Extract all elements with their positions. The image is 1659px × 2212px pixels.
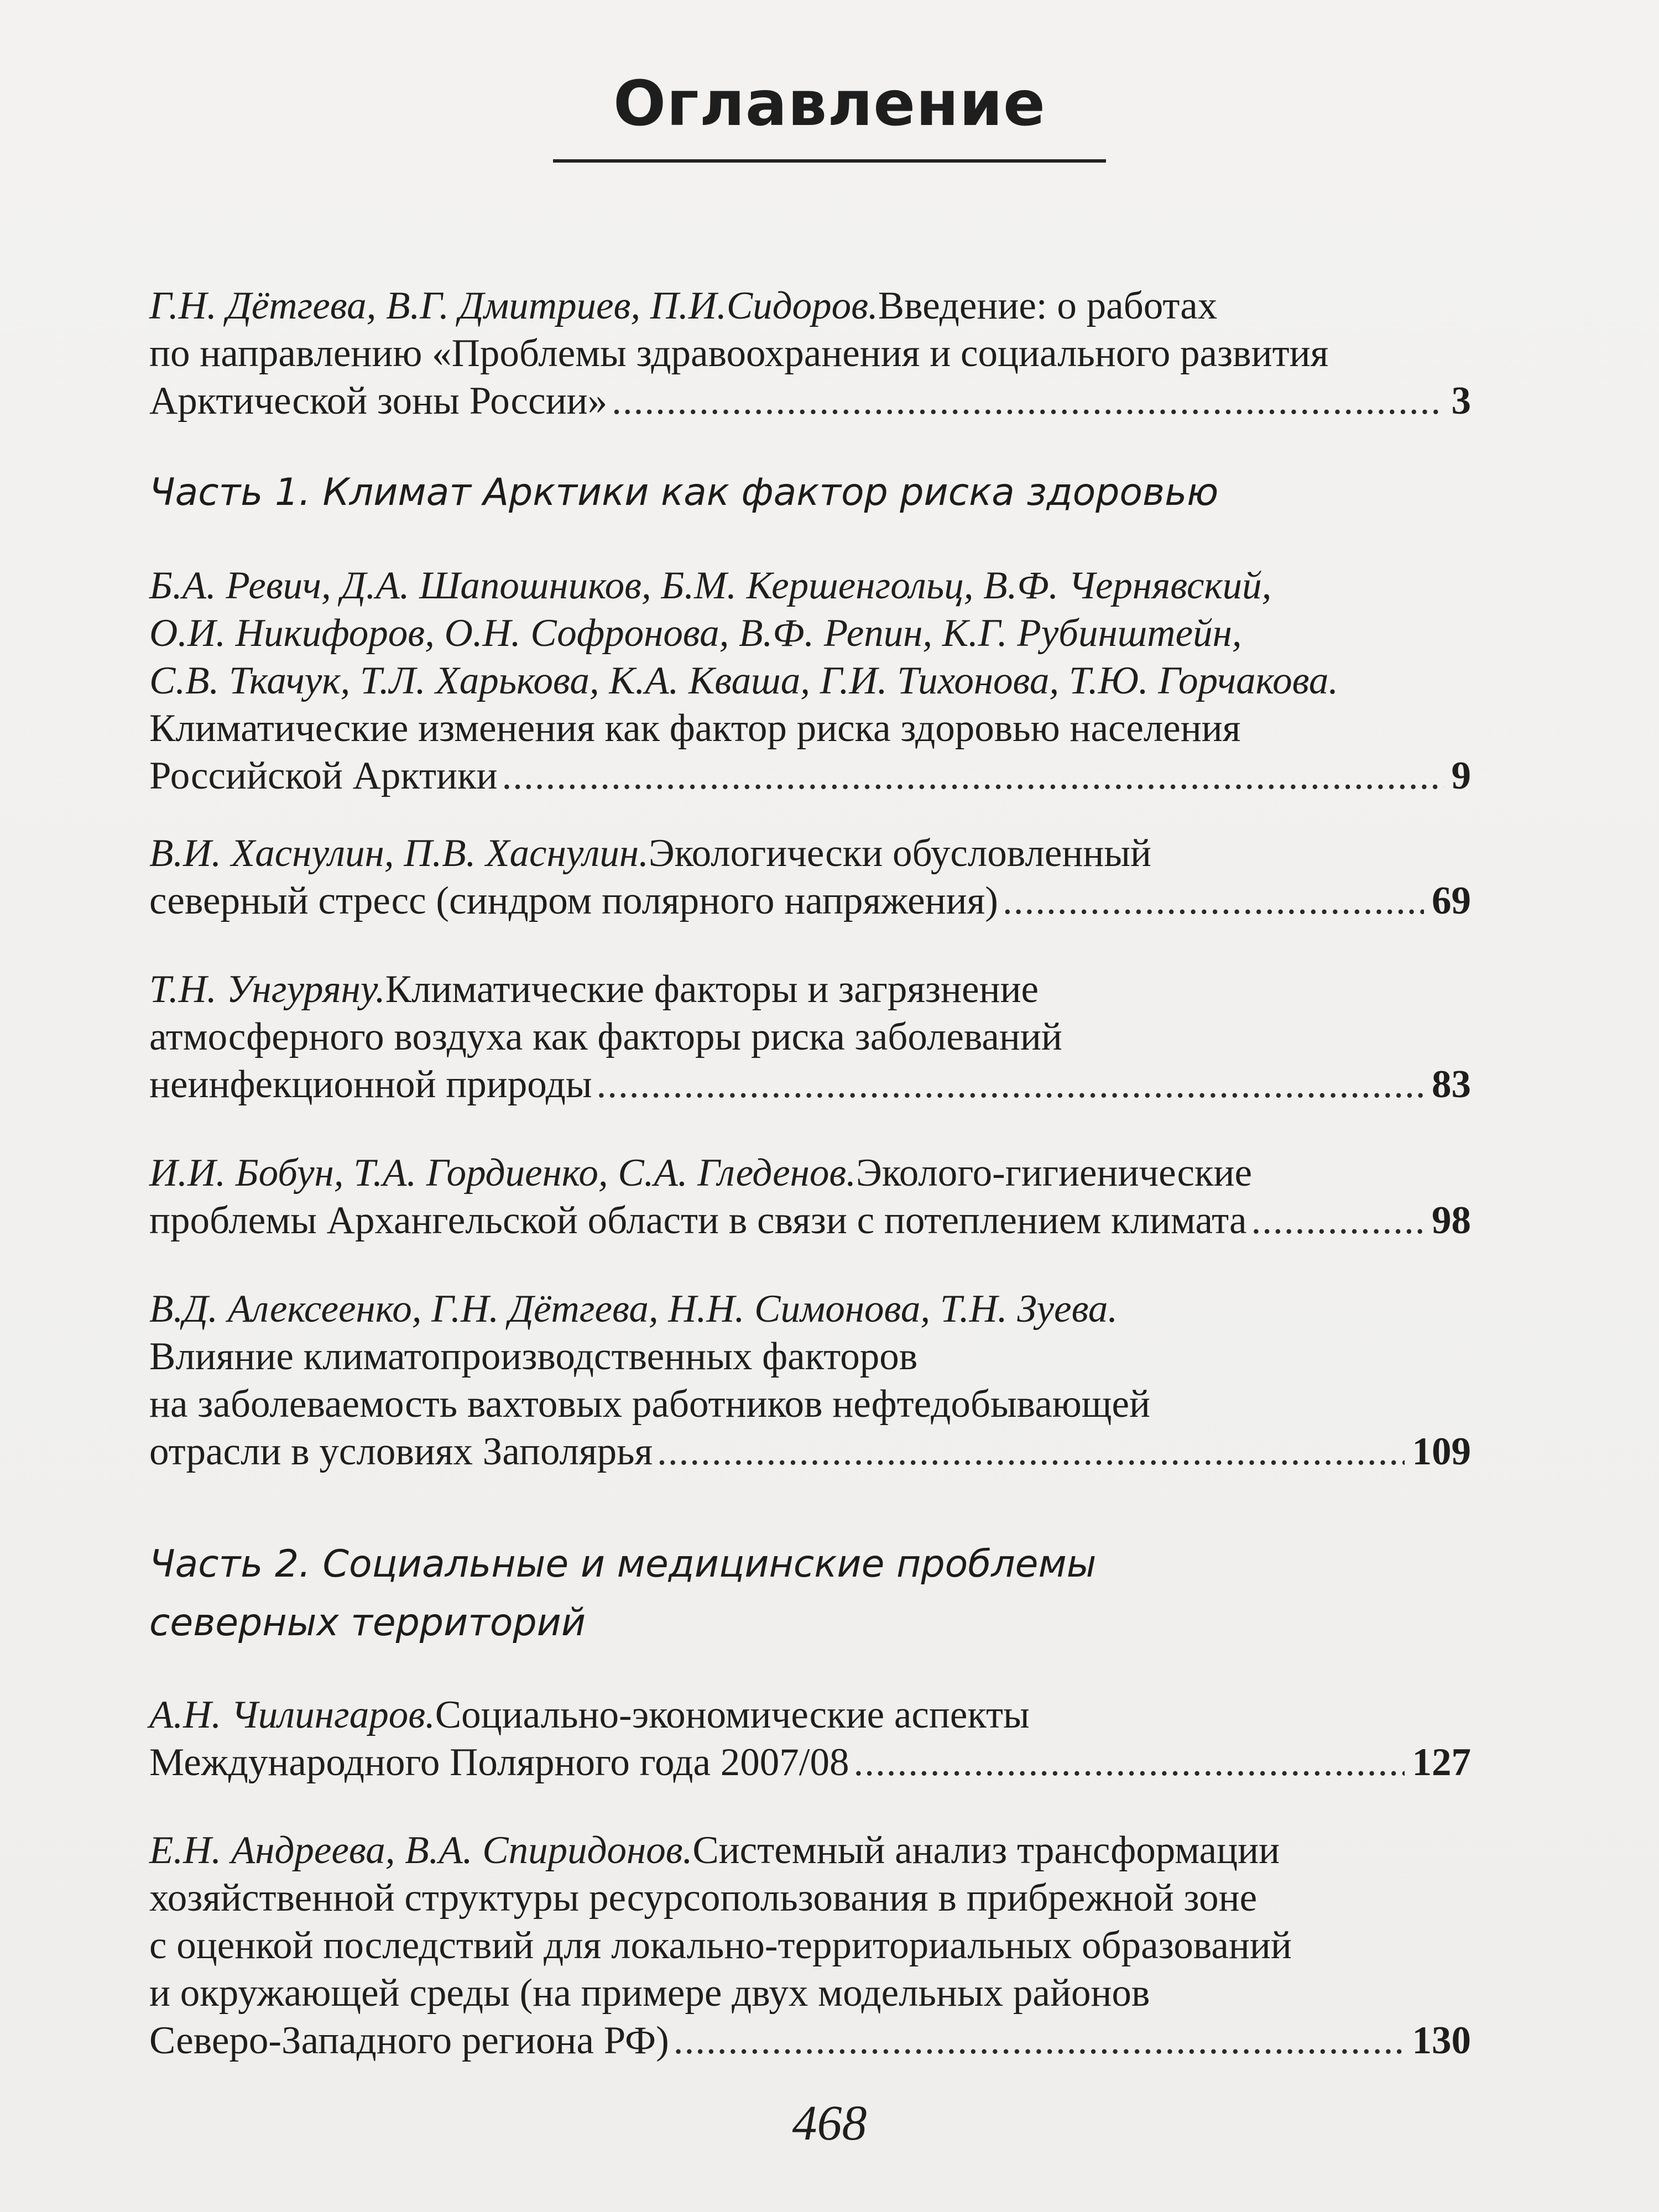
toc-entry	[149, 830, 1471, 925]
entry-page-number: 127	[1412, 1741, 1471, 1784]
entry-title-text: Системный анализ трансформации	[692, 1829, 1280, 1872]
entry-title-text: Арктической зоны России»	[149, 379, 608, 422]
dot-leader	[657, 1428, 1404, 1475]
toc-line	[149, 1691, 1471, 1739]
entry-title-text: неинфекционной природы	[149, 1063, 592, 1106]
entry-title-text: Климатические изменения как фактор риска здоровью населения	[149, 707, 1241, 750]
entry-authors: Б.А. Ревич, Д.А. Шапошников, Б.М. Кершенгольц, В.Ф. Чернявский,	[149, 564, 1272, 607]
entry-title-text: проблемы Архангельской области в связи с потеплением климата	[149, 1199, 1247, 1242]
entry-title-text: и окружающей среды (на примере двух модельных районов	[149, 1971, 1150, 2015]
part-heading-line: северных территорий	[149, 1601, 586, 1645]
entry-authors: О.И. Никифоров, О.Н. Софронова, В.Ф. Репин, К.Г. Рубинштейн,	[149, 612, 1242, 655]
entry-title-text: Влияние климатопроизводственных факторов	[149, 1335, 918, 1378]
toc-entry	[149, 1149, 1471, 1244]
entry-page-number: 3	[1451, 379, 1471, 422]
dot-leader	[1251, 1197, 1424, 1244]
dot-leader	[1003, 877, 1424, 925]
toc-line	[149, 1333, 1471, 1380]
toc-line	[149, 830, 1471, 877]
toc-line	[149, 1013, 1471, 1061]
part-heading	[149, 463, 1477, 522]
entry-page-number: 9	[1451, 754, 1471, 797]
entry-title-text: по направлению «Проблемы здравоохранения и социального развития	[149, 332, 1329, 375]
toc-entry	[149, 1691, 1471, 1786]
entry-title-text: северный стресс (синдром полярного напряжения)	[149, 879, 998, 922]
page-number: 468	[792, 2096, 867, 2151]
toc-line	[149, 1285, 1471, 1333]
entry-title-text: Северо-Западного региона РФ)	[149, 2019, 669, 2062]
entry-authors: Г.Н. Дётгева, В.Г. Дмитриев, П.И.Сидоров.	[149, 284, 878, 327]
page-title: Оглавление	[613, 68, 1046, 140]
entry-title-text: Международного Полярного года 2007/08	[149, 1741, 849, 1784]
toc-entry	[149, 1285, 1471, 1475]
toc-line	[149, 609, 1471, 657]
toc-line	[149, 966, 1471, 1013]
toc-line	[149, 1874, 1471, 1922]
toc-line	[149, 1197, 1471, 1244]
toc-line	[149, 1380, 1471, 1428]
toc-entry	[149, 562, 1471, 800]
dot-leader	[674, 2017, 1405, 2064]
toc-line	[149, 1149, 1471, 1197]
toc-line	[149, 562, 1471, 609]
toc-line	[149, 1428, 1471, 1475]
entry-page-number: 98	[1432, 1199, 1471, 1242]
entry-authors: В.Д. Алексеенко, Г.Н. Дётгева, Н.Н. Симонова, Т.Н. Зуева.	[149, 1287, 1118, 1331]
part-heading-line: Часть 2. Социальные и медицинские проблемы	[149, 1542, 1097, 1586]
toc-entry	[149, 1827, 1471, 2064]
dot-leader	[612, 377, 1443, 425]
toc-line	[149, 657, 1471, 705]
entry-page-number: 83	[1432, 1063, 1471, 1106]
toc-line	[149, 1922, 1471, 1969]
dot-leader	[597, 1061, 1424, 1108]
part-heading	[149, 1535, 1477, 1652]
entry-title-text: отрасли в условиях Заполярья	[149, 1430, 653, 1473]
entry-title-text: Эколого-гигиенические	[855, 1151, 1252, 1194]
entry-authors: Т.Н. Унгуряну.	[149, 968, 385, 1011]
entry-authors: И.И. Бобун, Т.А. Гордиенко, С.А. Гледенов.	[149, 1151, 856, 1194]
entry-authors: Е.Н. Андреева, В.А. Спиридонов.	[149, 1829, 693, 1872]
toc-line	[149, 1739, 1471, 1786]
dot-leader	[854, 1739, 1405, 1786]
entry-title-text: на заболеваемость вахтовых работников нефтедобывающей	[149, 1383, 1150, 1426]
entry-page-number: 130	[1412, 2019, 1471, 2062]
dot-leader	[502, 752, 1444, 800]
toc-line	[149, 330, 1471, 377]
title-underline	[553, 159, 1106, 163]
entry-title-text: Социально-экономические аспекты	[435, 1693, 1030, 1736]
toc-entry	[149, 282, 1471, 425]
entry-title-text: хозяйственной структуры ресурсопользования в прибрежной зоне	[149, 1876, 1258, 1919]
toc-line	[149, 705, 1471, 752]
entry-page-number: 109	[1412, 1430, 1471, 1473]
entry-title-text: с оценкой последствий для локально-территориальных образований	[149, 1924, 1292, 1967]
toc-line	[149, 1061, 1471, 1108]
toc-line	[149, 752, 1471, 800]
toc-line	[149, 2017, 1471, 2064]
toc-line	[149, 1969, 1471, 2017]
toc-line	[149, 1827, 1471, 1874]
entry-title-text: Российской Арктики	[149, 754, 498, 797]
entry-authors: С.В. Ткачук, Т.Л. Харькова, К.А. Кваша, Г.И. Тихонова, Т.Ю. Горчакова.	[149, 659, 1339, 702]
toc-line	[149, 377, 1471, 425]
toc-line	[149, 282, 1471, 330]
entry-page-number: 69	[1432, 879, 1471, 922]
toc-line	[149, 877, 1471, 925]
entry-title-text: Экологически обусловленный	[648, 832, 1152, 875]
toc-entry	[149, 966, 1471, 1108]
entry-authors: А.Н. Чилингаров.	[149, 1693, 435, 1736]
part-heading-line: Часть 1. Климат Арктики как фактор риска здоровью	[149, 471, 1219, 514]
entry-title-text: Введение: о работах	[878, 284, 1218, 327]
entry-title-text: Климатические факторы и загрязнение	[385, 968, 1039, 1011]
entry-title-text: атмосферного воздуха как факторы риска заболеваний	[149, 1015, 1062, 1058]
entry-authors: В.И. Хаснулин, П.В. Хаснулин.	[149, 832, 649, 875]
